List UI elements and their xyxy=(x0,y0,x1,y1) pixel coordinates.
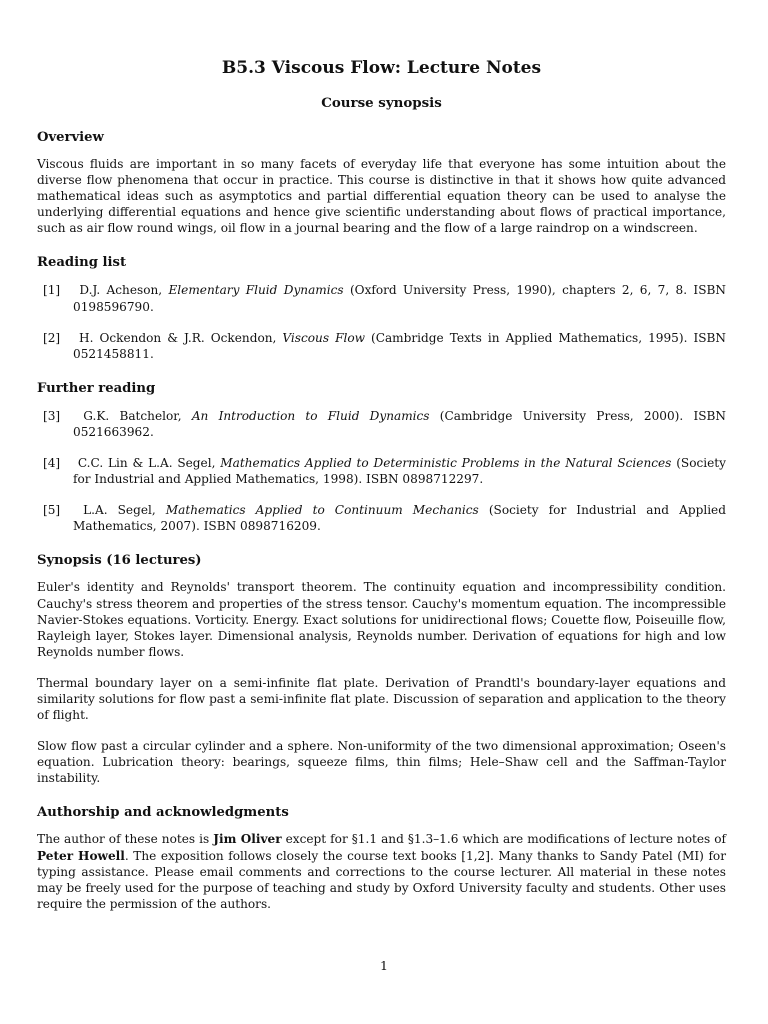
overview-paragraph: Viscous fluids are important in so many facets of everyday life that everyone has some intuition about the diverse flow phenomena that occur in practice. This course is distinctive in that it shows how quite advanced mathematical ideas such as asymptotics and partial differential equation theory can be used to analyse the underlying differential equations and hence give scientific understanding about flows of practical importance, such as air flow round wings, oil flow in a journal bearing and the flow of a large raindrop on a windscreen. xyxy=(37,157,726,236)
document-subtitle: Course synopsis xyxy=(321,95,442,111)
further-reading-heading: Further reading xyxy=(37,380,156,396)
reference-authors: L.A. Segel, xyxy=(83,503,156,518)
reference-details: (Cambridge University Press, 2000). ISBN 0521663962. xyxy=(73,408,726,439)
authorship-paragraph xyxy=(37,831,726,911)
reference-details: (Society for Industrial and Applied Mathematics, 2007). ISBN 0898716209. xyxy=(73,503,726,534)
reference-number: [5] xyxy=(43,503,61,518)
reference-number: [4] xyxy=(43,456,61,471)
author-name: Peter Howell xyxy=(37,848,125,863)
reference-title: Elementary Fluid Dynamics xyxy=(168,283,344,298)
authorship-heading: Authorship and acknowledgments xyxy=(37,805,289,821)
document-title: B5.3 Viscous Flow: Lecture Notes xyxy=(221,58,542,78)
reference-details: (Oxford University Press, 1990), chapters 2, 6, 7, 8. ISBN 0198596790. xyxy=(73,283,726,314)
synopsis-paragraph: Thermal boundary layer on a semi-infinite flat plate. Derivation of Prandtl's boundary-layer equations and similarity solutions for flow past a semi-infinite flat plate. Discussion of separation and application to the theory of flight. xyxy=(37,675,726,723)
reference-authors: C.C. Lin & L.A. Segel, xyxy=(77,456,216,471)
synopsis-paragraph: Slow flow past a circular cylinder and a sphere. Non-uniformity of the two dimensional approximation; Oseen's equation. Lubrication theory: bearings, squeeze films, thin films; Hele–Shaw cell and the Saffman-Taylor instability. xyxy=(37,739,726,786)
overview-heading: Overview xyxy=(37,130,104,145)
reference-title: Mathematics Applied to Continuum Mechanics xyxy=(165,503,479,518)
reference-number: [2] xyxy=(43,330,61,345)
reference-number: [3] xyxy=(43,408,61,423)
reference-authors: G.K. Batchelor, xyxy=(83,408,182,423)
reference-authors: D.J. Acheson, xyxy=(79,283,163,298)
synopsis-paragraph: Euler's identity and Reynolds' transport theorem. The continuity equation and incompressibility condition. Cauchy's stress theorem and properties of the stress tensor. Cauchy's momentum equation. The incompressible Navier-Stokes equations. Vorticity. Energy. Exact solutions for unidirectional flows; Couette flow, Poiseuille flow, Rayleigh layer, Stokes layer. Dimensional analysis, Reynolds number. Derivation of equations for high and low Reynolds number flows. xyxy=(37,580,726,659)
reference-details: (Society for Industrial and Applied Mathematics, 1998). ISBN 0898712297. xyxy=(73,456,726,487)
reference-title: Mathematics Applied to Deterministic Problems in the Natural Sciences xyxy=(220,456,672,471)
authorship-text: . The exposition follows closely the course text books [1,2]. Many thanks to Sandy Patel (MI) for typing assistance. Please email comments and corrections to the course lecturer. All material in these notes may be freely used for the purpose of teaching and study by Oxford University faculty and students. Other uses require the permission of the authors. xyxy=(37,848,726,911)
authorship-text: The author of these notes is xyxy=(37,832,210,847)
reference-item xyxy=(37,455,726,487)
reference-item xyxy=(37,282,726,314)
reference-number: [1] xyxy=(43,283,61,298)
reference-item xyxy=(37,330,726,362)
authorship-text: except for §1.1 and §1.3–1.6 which are modifications of lecture notes of xyxy=(285,832,726,847)
author-name: Jim Oliver xyxy=(213,832,282,847)
reference-title: Viscous Flow xyxy=(282,330,365,345)
reference-title: An Introduction to Fluid Dynamics xyxy=(191,408,430,423)
page-number: 1 xyxy=(380,958,388,973)
reference-details: (Cambridge Texts in Applied Mathematics, 1995). ISBN 0521458811. xyxy=(73,330,726,361)
reading-list-heading: Reading list xyxy=(37,255,127,271)
reference-item xyxy=(37,408,726,440)
synopsis-heading: Synopsis (16 lectures) xyxy=(37,553,202,569)
reference-item xyxy=(37,502,726,534)
reference-authors: H. Ockendon & J.R. Ockendon, xyxy=(79,330,277,345)
